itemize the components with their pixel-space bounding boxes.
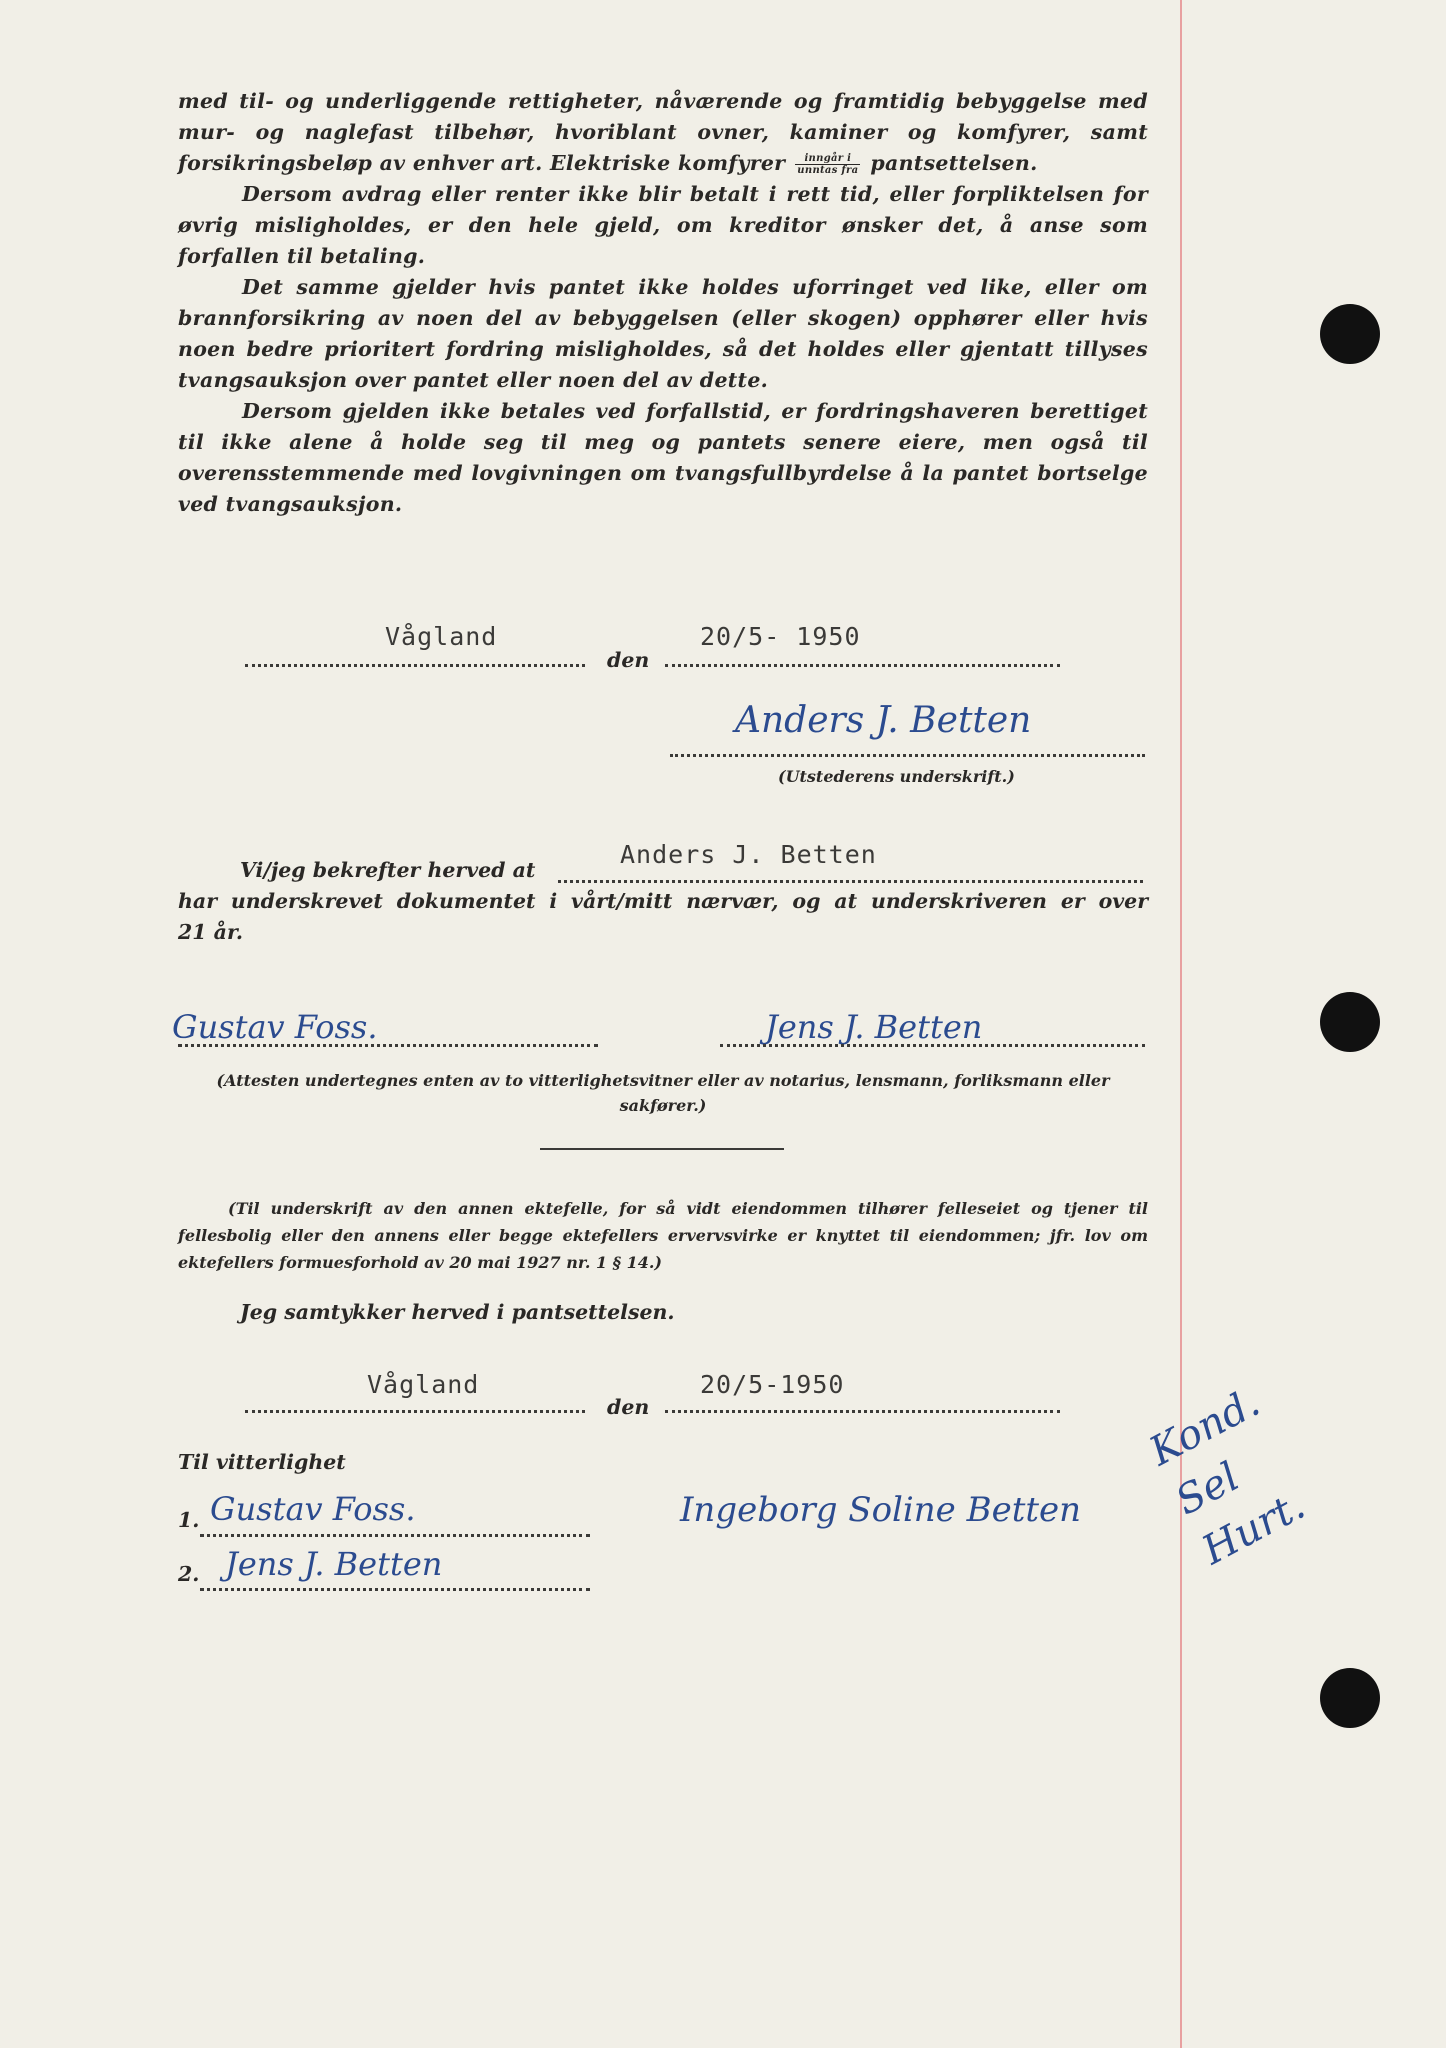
punch-hole <box>1320 1668 1380 1728</box>
spouse-witness-1-dotline <box>200 1534 590 1537</box>
date-dotline <box>665 664 1060 667</box>
witness-2-dotline <box>720 1044 1145 1047</box>
spouse-place-typed: Vågland <box>367 1370 480 1399</box>
spouse-witness-2-dotline <box>200 1588 590 1591</box>
spouse-witness-1-signature: Gustav Foss. <box>210 1490 416 1528</box>
date-typed: 20/5- 1950 <box>700 622 861 651</box>
attest-dotline <box>558 880 1143 883</box>
punch-hole <box>1320 992 1380 1052</box>
attest-line-3: 21 år. <box>178 920 244 944</box>
witness-num-2: 2. <box>178 1562 200 1586</box>
margin-annotation: Kond. Sel Hurt. <box>1142 1379 1313 1574</box>
paragraph-2: Dersom avdrag eller renter ikke blir betalt i rett tid, eller forpliktelsen for øvrig misligholdes, er den hele gjeld, om kreditor ønsker det, å anse som forfallen til betaling. <box>178 182 1148 268</box>
paragraph-1-end: pantsettelsen. <box>870 151 1038 175</box>
witness-label: Til vitterlighet <box>178 1450 346 1474</box>
paragraph-3: Det samme gjelder hvis pantet ikke holdes uforringet ved like, eller om brannforsikring av noen del av bebyggelsen (eller skogen) opphører eller hvis noen bedre prioritert fordring misligholdes, så det holdes eller gjentatt tillyses tvangsauksjon over pantet eller noen del av dette. <box>178 275 1148 392</box>
margin-line <box>1180 0 1182 2048</box>
signature-dotline <box>670 754 1145 757</box>
fraction-choice <box>795 153 860 176</box>
fraction-top: inngår i <box>795 153 860 165</box>
punch-hole <box>1320 304 1380 364</box>
spouse-date-dotline <box>665 1410 1060 1413</box>
paragraph-4: Dersom gjelden ikke betales ved forfallstid, er fordringshaveren berettiget til ikke alene å holde seg til meg og pantets senere eiere, men også til overensstemmende med lovgivningen om tvangsfullbyrdelse å la pantet bortselge ved tvangsauksjon. <box>178 399 1148 516</box>
spouse-den-label: den <box>607 1395 650 1419</box>
issuer-signature: Anders J. Betten <box>735 700 1032 741</box>
spouse-date-typed: 20/5-1950 <box>700 1370 845 1399</box>
attest-note: (Attesten undertegnes enten av to vitterlighetsvitner eller av notarius, lensmann, forliksmann eller sakfører.) <box>216 1071 1110 1115</box>
paragraph-1-text: med til- og underliggende rettigheter, nåværende og framtidig bebyggelse med mur- og naglefast tilbehør, hvoriblant ovner, kaminer og komfyrer, samt forsikringsbeløp av enhver art. Elektriske komfyrer <box>178 89 1148 175</box>
attest-typed-name: Anders J. Betten <box>620 840 877 869</box>
divider <box>540 1148 784 1150</box>
witness-1-signature: Gustav Foss. <box>172 1008 378 1046</box>
signature-caption: (Utstederens underskrift.) <box>778 767 1015 786</box>
spouse-note: (Til underskrift av den annen ektefelle, for så vidt eiendommen tilhører felleseiet og tjener til fellesbolig eller den annens eller begge ektefellers ervervsvirke er knyttet til eiendommen; jfr. lov om ektefellers formuesforhold av 20 mai 1927 nr. 1 § 14.) <box>178 1199 1148 1272</box>
spouse-signature: Ingeborg Soline Betten <box>680 1490 1082 1530</box>
attest-line-2: har underskrevet dokumentet i vårt/mitt nærvær, og at underskriveren er over <box>178 889 1148 913</box>
fraction-bottom: unntas fra <box>797 165 859 176</box>
paragraph-1 <box>178 86 1148 179</box>
witness-num-1: 1. <box>178 1508 200 1532</box>
den-label: den <box>607 648 650 672</box>
attest-lead: Vi/jeg bekrefter herved at <box>240 858 536 882</box>
spouse-place-dotline <box>245 1410 585 1413</box>
witness-1-dotline <box>178 1044 598 1047</box>
place-typed: Vågland <box>385 622 498 651</box>
spouse-consent: Jeg samtykker herved i pantsettelsen. <box>240 1300 675 1324</box>
terms-text <box>178 86 1148 520</box>
place-dotline <box>245 664 585 667</box>
spouse-witness-2-signature: Jens J. Betten <box>225 1545 443 1583</box>
witness-2-signature: Jens J. Betten <box>765 1008 983 1046</box>
